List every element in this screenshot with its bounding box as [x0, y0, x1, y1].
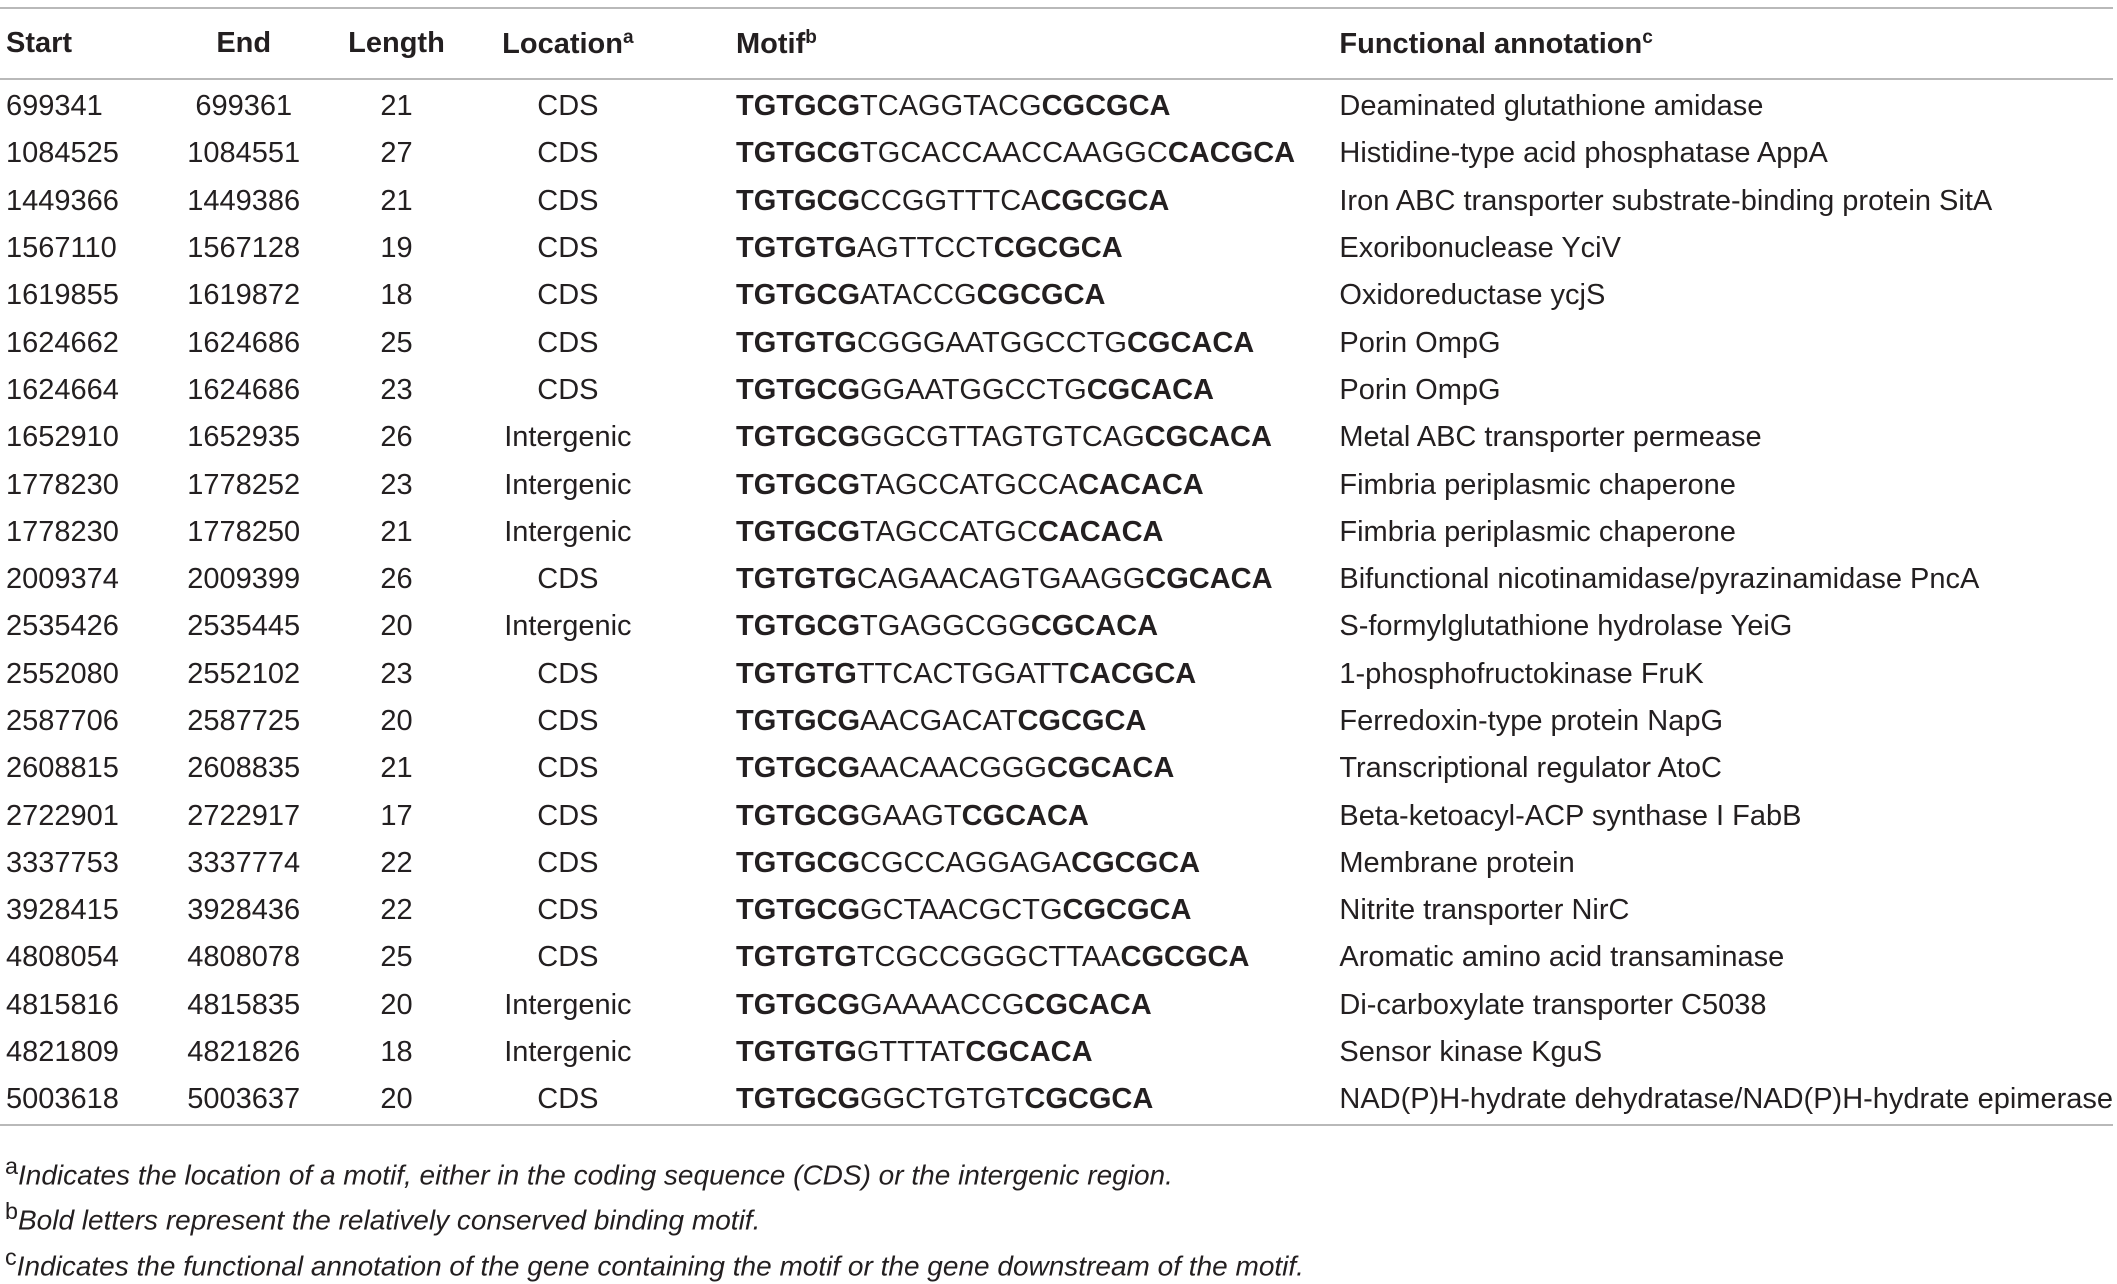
functional-annotation-cell: Beta-ketoacyl-ACP synthase I FabB: [1339, 799, 1802, 832]
length-cell: 25: [380, 941, 413, 974]
table-row: [0, 225, 2113, 272]
location-cell: CDS: [537, 90, 599, 123]
footnote-c: $^c$Indicates the functional annotation of the gene containing the motif or the gene downstream of the motif.: [5, 1243, 1304, 1281]
header-end: End: [184, 8, 303, 79]
table-row: [0, 745, 2113, 792]
motif-spacer: GCTAACGCTG: [860, 894, 1063, 927]
table-row: [0, 178, 2113, 225]
end-cell: 2009399: [187, 563, 301, 596]
location-cell: CDS: [537, 657, 599, 690]
length-cell: 26: [380, 421, 413, 454]
motif-spacer: GAAGT: [860, 799, 962, 832]
motif-conserved-left: TGTGCG: [736, 799, 861, 832]
start-cell: 4815816: [6, 988, 119, 1021]
motif-cell: [646, 982, 1339, 1029]
end-cell: 1778252: [187, 468, 301, 501]
motif-cell: [646, 79, 1339, 130]
start-cell: 1624662: [6, 326, 119, 359]
end-cell: 4821826: [187, 1036, 301, 1069]
motif-conserved-right: CGCGCA: [1071, 846, 1201, 879]
start-cell: 1624664: [6, 373, 119, 406]
table-row: [0, 367, 2113, 414]
end-cell: 3337774: [187, 846, 301, 879]
start-cell: 4821809: [6, 1036, 119, 1069]
location-cell: Intergenic: [504, 515, 632, 548]
start-cell: 1449366: [6, 184, 119, 217]
motif-conserved-right: CGCACA: [1126, 326, 1255, 359]
table-row: [0, 79, 2113, 130]
motif-conserved-right: CACGCA: [1167, 137, 1296, 170]
end-cell: 2552102: [187, 657, 301, 690]
motif-cell: [646, 698, 1339, 745]
table-row: [0, 1076, 2113, 1124]
motif-conserved-left: TGTGTG: [736, 563, 857, 596]
table-row: [0, 651, 2113, 698]
table-row: [0, 934, 2113, 981]
motif-conserved-left: TGTGCG: [736, 610, 861, 643]
motif-cell: [646, 130, 1339, 177]
motif-spacer: TAGCCATGCCA: [860, 468, 1079, 501]
motif-spacer: CGCCAGGAGA: [860, 846, 1072, 879]
functional-annotation-cell: Exoribonuclease YciV: [1339, 232, 1621, 265]
motif-cell: [646, 651, 1339, 698]
functional-annotation-cell: 1-phosphofructokinase FruK: [1339, 657, 1704, 690]
motif-spacer: CGGGAATGGCCTG: [856, 326, 1127, 359]
header-motif: Motif$^b$: [646, 8, 1339, 79]
location-cell: Intergenic: [504, 988, 632, 1021]
location-cell: Intergenic: [504, 610, 632, 643]
motif-conserved-left: TGTGTG: [736, 657, 857, 690]
end-cell: 3928436: [187, 894, 301, 927]
motif-conserved-left: TGTGCG: [736, 705, 861, 737]
motif-conserved-right: CGCACA: [1086, 373, 1214, 406]
functional-annotation-cell: Oxidoreductase ycjS: [1339, 279, 1606, 312]
location-cell: CDS: [537, 232, 599, 265]
end-cell: 1778250: [187, 515, 301, 548]
footnotes: [5, 1148, 1304, 1284]
motif-spacer: TGAGGCGG: [860, 610, 1031, 643]
table-row: [0, 414, 2113, 461]
motif-conserved-left: TGTGCG: [736, 90, 861, 123]
start-cell: 2587706: [6, 705, 119, 737]
location-cell: CDS: [537, 137, 599, 170]
motif-conserved-left: TGTGCG: [736, 988, 861, 1021]
length-cell: 20: [303, 1076, 489, 1124]
motif-conserved-left: TGTGTG: [736, 232, 857, 265]
motif-conserved-left: TGTGCG: [736, 279, 861, 312]
start-cell: 1778230: [6, 515, 119, 548]
end-cell: 1619872: [187, 279, 301, 312]
length-cell: 23: [380, 657, 413, 690]
motif-spacer: GGCTGTGT: [860, 1083, 1025, 1116]
motif-conserved-right: CGCACA: [961, 799, 1089, 832]
location-cell: CDS: [537, 705, 599, 737]
start-cell: 2009374: [6, 563, 119, 596]
length-cell: 20: [380, 705, 413, 737]
location-cell: CDS: [537, 326, 599, 359]
motif-cell: [646, 319, 1339, 366]
functional-annotation-cell: Fimbria periplasmic chaperone: [1339, 468, 1736, 501]
header-row: [0, 8, 2113, 79]
length-cell: 20: [380, 988, 413, 1021]
location-cell: CDS: [537, 846, 599, 879]
motif-conserved-left: TGTGTG: [736, 326, 857, 359]
motif-cell: [646, 414, 1339, 461]
motif-spacer: AACAACGGG: [860, 752, 1047, 785]
motif-spacer: GAAAACCG: [860, 988, 1025, 1021]
start-cell: 3337753: [6, 846, 119, 879]
motif-conserved-right: CGCACA: [1024, 988, 1152, 1021]
functional-annotation-cell: Fimbria periplasmic chaperone: [1339, 515, 1736, 548]
motif-conserved-right: CGCGCA: [1062, 894, 1192, 927]
location-cell: CDS: [537, 894, 599, 927]
motif-conserved-right: CACGCA: [1068, 657, 1197, 690]
motif-cell: [646, 887, 1339, 934]
functional-annotation-cell: Porin OmpG: [1339, 326, 1501, 359]
motif-spacer: TTCACTGGATT: [856, 657, 1069, 690]
functional-annotation-cell: Bifunctional nicotinamidase/pyrazinamidase PncA: [1339, 563, 1980, 596]
end-cell: 1652935: [187, 421, 301, 454]
table-header: [0, 8, 2113, 79]
functional-annotation-cell: Aromatic amino acid transaminase: [1339, 941, 1785, 974]
motif-conserved-right: CGCACA: [1144, 421, 1272, 454]
table-row: [0, 1029, 2113, 1076]
table-row: [0, 272, 2113, 319]
functional-annotation-cell: Metal ABC transporter permease: [1339, 421, 1762, 454]
start-cell: 2608815: [6, 752, 119, 785]
end-cell: 4808078: [187, 941, 301, 974]
footnote-a: $^a$Indicates the location of a motif, either in the coding sequence (CDS) or the intergenic region.: [5, 1153, 1173, 1191]
location-cell: Intergenic: [504, 1036, 632, 1069]
motif-cell: [646, 603, 1339, 650]
end-cell: 1567128: [187, 232, 301, 265]
end-cell: 1624686: [187, 373, 301, 406]
length-cell: 18: [380, 1036, 413, 1069]
start-cell: 5003618: [0, 1076, 184, 1124]
motif-spacer: CAGAACAGTGAAGG: [856, 563, 1146, 596]
location-cell: Intergenic: [504, 421, 632, 454]
start-cell: 699341: [6, 90, 103, 123]
location-cell: CDS: [537, 279, 599, 312]
motif-conserved-left: TGTGCG: [736, 373, 861, 406]
start-cell: 1619855: [6, 279, 119, 312]
motif-cell: [646, 178, 1339, 225]
end-cell: 2535445: [187, 610, 301, 643]
location-cell: Intergenic: [504, 468, 632, 501]
motif-spacer: TCAGGTACG: [860, 90, 1042, 123]
table-row: [0, 887, 2113, 934]
table-row: [0, 698, 2113, 745]
end-cell: 2608835: [187, 752, 301, 785]
motif-conserved-right: CGCGCA: [1024, 1083, 1154, 1116]
motif-conserved-right: CACACA: [1037, 515, 1164, 548]
length-cell: 21: [380, 752, 413, 785]
motif-cell: [646, 1029, 1339, 1076]
motif-spacer: AACGACAT: [860, 705, 1018, 737]
motif-conserved-left: TGTGCG: [736, 421, 861, 454]
motif-spacer: ATACCG: [860, 279, 977, 312]
functional-annotation-cell: Di-carboxylate transporter C5038: [1339, 988, 1767, 1021]
start-cell: 1778230: [6, 468, 119, 501]
functional-annotation-cell: Histidine-type acid phosphatase AppA: [1339, 137, 1828, 170]
end-cell: 1449386: [187, 184, 301, 217]
end-cell: 5003637: [184, 1076, 303, 1124]
motif-spacer: TCGCCGGGCTTAA: [856, 941, 1121, 974]
functional-annotation-cell: Deaminated glutathione amidase: [1339, 90, 1764, 123]
location-cell: CDS: [537, 373, 599, 406]
footnote-mark-a: a: [623, 26, 634, 48]
functional-annotation-cell: Sensor kinase KguS: [1339, 1036, 1603, 1069]
start-cell: 1084525: [6, 137, 119, 170]
length-cell: 21: [380, 184, 413, 217]
footnote-mark-b: b: [805, 26, 817, 48]
table-row: [0, 840, 2113, 887]
length-cell: 22: [380, 894, 413, 927]
table-row: [0, 982, 2113, 1029]
motif-conserved-right: CGCACA: [1145, 563, 1273, 596]
motif-conserved-right: CGCGCA: [1017, 705, 1147, 737]
length-cell: 26: [380, 563, 413, 596]
table-row: [0, 130, 2113, 177]
motif-conserved-right: CACACA: [1078, 468, 1204, 501]
functional-annotation-cell: Porin OmpG: [1339, 373, 1501, 406]
length-cell: 23: [380, 468, 413, 501]
motif-conserved-left: TGTGCG: [736, 752, 861, 785]
motif-conserved-left: TGTGTG: [736, 941, 857, 974]
motif-conserved-right: CGCGCA: [976, 279, 1106, 312]
motif-cell: [646, 745, 1339, 792]
start-cell: 1567110: [6, 232, 117, 265]
length-cell: 25: [380, 326, 413, 359]
location-cell: CDS: [537, 799, 599, 832]
location-cell: CDS: [537, 941, 599, 974]
motif-cell: [646, 840, 1339, 887]
end-cell: 2722917: [187, 799, 301, 832]
functional-annotation-cell: Membrane protein: [1339, 846, 1575, 879]
functional-annotation-cell: Transcriptional regulator AtoC: [1339, 752, 1722, 785]
functional-annotation-cell: Ferredoxin-type protein NapG: [1339, 705, 1724, 737]
motif-conserved-left: TGTGCG: [736, 184, 861, 217]
functional-annotation-cell: NAD(P)H-hydrate dehydratase/NAD(P)H-hydrate epimerase: [1339, 1076, 2113, 1124]
motif-cell: [646, 461, 1339, 508]
header-location: Location$^a$: [490, 8, 646, 79]
motif-conserved-left: TGTGCG: [736, 846, 861, 879]
motif-cell: [646, 367, 1339, 414]
length-cell: 20: [380, 610, 413, 643]
table-row: [0, 509, 2113, 556]
motif-conserved-left: TGTGTG: [736, 1036, 857, 1069]
motif-conserved-left: TGTGCG: [736, 515, 861, 548]
header-functional-annotation: Functional annotation$^c$: [1339, 8, 2113, 79]
table-body: [0, 79, 2113, 1125]
functional-annotation-cell: Iron ABC transporter substrate-binding protein SitA: [1339, 184, 1993, 217]
motif-spacer: CCGGTTTCA: [860, 184, 1041, 217]
end-cell: 2587725: [187, 705, 301, 737]
motif-conserved-right: CGCACA: [1046, 752, 1175, 785]
motif-conserved-left: TGTGCG: [736, 894, 861, 927]
length-cell: 18: [380, 279, 413, 312]
start-cell: 1652910: [6, 421, 119, 454]
motif-conserved-left: TGTGCG: [736, 1083, 861, 1116]
start-cell: 2535426: [6, 610, 119, 643]
location-cell: CDS: [537, 752, 599, 785]
length-cell: 22: [380, 846, 413, 879]
motif-conserved-left: TGTGCG: [736, 468, 861, 501]
motif-conserved-right: CGCGCA: [1041, 90, 1171, 123]
motif-cell: [646, 225, 1339, 272]
length-cell: 17: [380, 799, 413, 832]
length-cell: 23: [380, 373, 413, 406]
table-row: [0, 792, 2113, 839]
length-cell: 19: [380, 232, 413, 265]
start-cell: 2722901: [6, 799, 119, 832]
motif-spacer: TAGCCATGC: [860, 515, 1038, 548]
table-row: [0, 461, 2113, 508]
end-cell: 4815835: [187, 988, 301, 1021]
motif-conserved-right: CGCACA: [1030, 610, 1159, 643]
motif-cell: [646, 792, 1339, 839]
functional-annotation-cell: S-formylglutathione hydrolase YeiG: [1339, 610, 1793, 643]
motif-spacer: GTTTAT: [856, 1036, 966, 1069]
location-cell: CDS: [490, 1076, 646, 1124]
motif-cell: [646, 509, 1339, 556]
motif-spacer: AGTTCCT: [856, 232, 994, 265]
start-cell: 2552080: [6, 657, 119, 690]
motif-conserved-right: CGCGCA: [1040, 184, 1170, 217]
end-cell: 699361: [195, 90, 293, 123]
length-cell: 27: [380, 137, 413, 170]
motif-conserved-right: CGCACA: [965, 1036, 1093, 1069]
motif-conserved-right: CGCGCA: [1120, 941, 1250, 974]
motif-spacer: TGCACCAACCAAGGC: [860, 137, 1168, 170]
motif-cell: [646, 272, 1339, 319]
motif-cell: [646, 934, 1339, 981]
footnote-mark-c: c: [1642, 26, 1653, 48]
end-cell: 1624686: [187, 326, 301, 359]
start-cell: 3928415: [6, 894, 119, 927]
motif-conserved-left: TGTGCG: [736, 137, 861, 170]
motif-spacer: GGCGTTAGTGTCAG: [860, 421, 1145, 454]
functional-annotation-cell: Nitrite transporter NirC: [1339, 894, 1630, 927]
start-cell: 4808054: [6, 941, 119, 974]
header-start: Start: [0, 8, 184, 79]
length-cell: 21: [380, 515, 413, 548]
motif-spacer: GGAATGGCCTG: [860, 373, 1087, 406]
motif-cell: [646, 556, 1339, 603]
footnote-b: $^b$Bold letters represent the relatively conserved binding motif.: [5, 1198, 761, 1236]
length-cell: 21: [380, 90, 413, 123]
motif-table: [0, 7, 2113, 1126]
header-length: Length: [303, 8, 489, 79]
motif-conserved-right: CGCGCA: [993, 232, 1123, 265]
location-cell: CDS: [537, 563, 599, 596]
end-cell: 1084551: [187, 137, 301, 170]
table-row: [0, 556, 2113, 603]
location-cell: CDS: [537, 184, 599, 217]
table-row: [0, 603, 2113, 650]
motif-cell: [646, 1076, 1339, 1124]
table-row: [0, 319, 2113, 366]
